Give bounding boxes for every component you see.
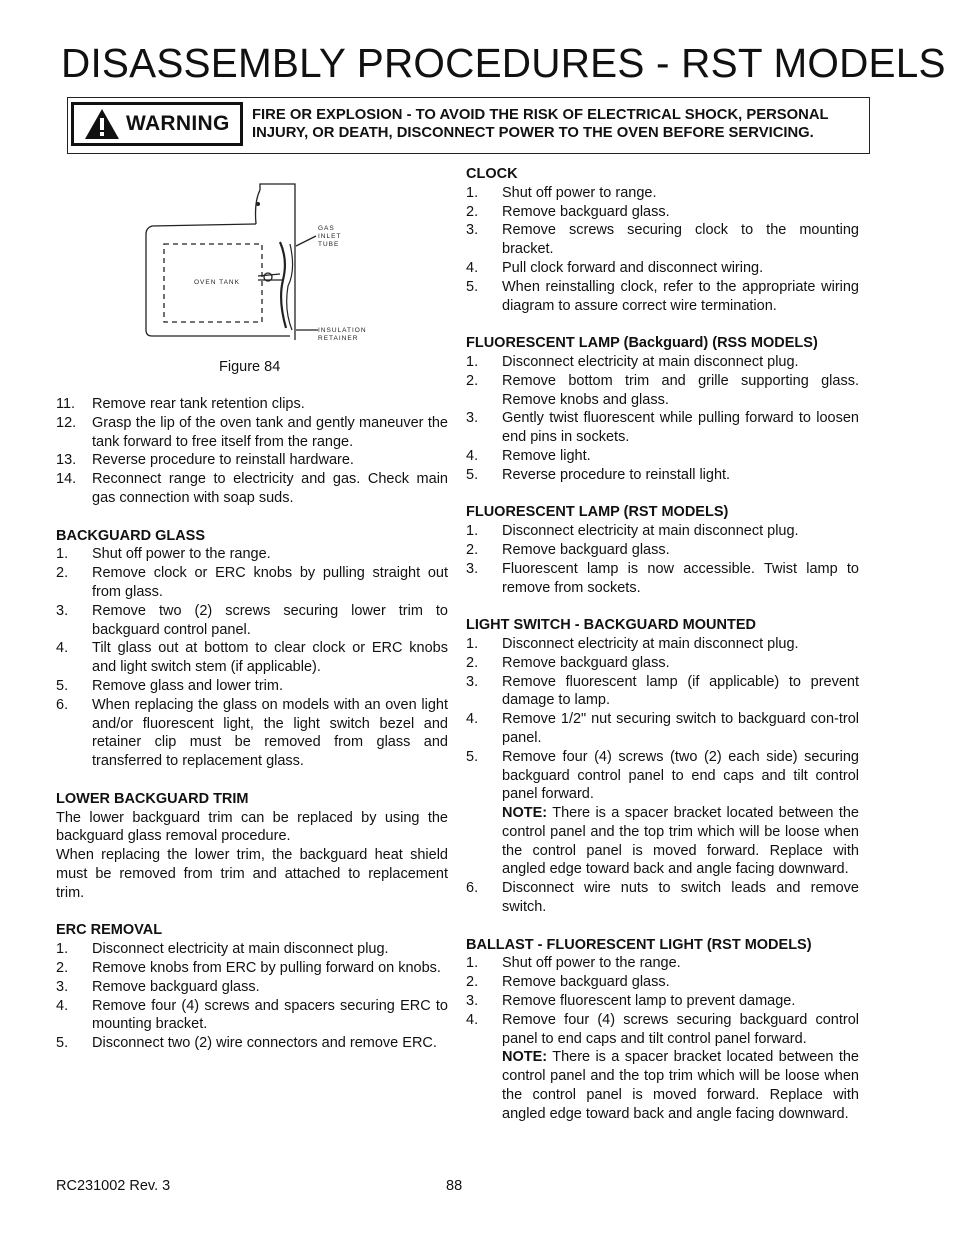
- step-item: [56, 470, 448, 508]
- step-note: [502, 804, 859, 879]
- step-text: Remove backguard glass.: [502, 203, 670, 220]
- label-retainer: RETAINER: [318, 335, 359, 342]
- step-item: [466, 466, 859, 485]
- warning-badge-label: WARNING: [126, 112, 230, 135]
- footer-doc-id: RC231002 Rev. 3: [56, 1178, 171, 1194]
- section-title-backguard-glass: BACKGUARD GLASS: [56, 527, 206, 544]
- step-number: 1.: [466, 353, 479, 370]
- step-text: Remove screws securing clock to the mounting bracket.: [502, 222, 859, 258]
- step-text: Remove four (4) screws and spacers securing ERC to mounting bracket.: [92, 997, 448, 1033]
- tank-steps: [56, 395, 448, 508]
- fluorescent-rss-steps: [466, 353, 859, 485]
- step-number: 4.: [466, 447, 479, 464]
- section-title-light-switch: LIGHT SWITCH - BACKGUARD MOUNTED: [466, 617, 756, 634]
- label-insulation: INSULATION: [318, 327, 367, 334]
- step-number: 13.: [56, 452, 77, 469]
- step-item: [466, 221, 859, 259]
- step-text: When reinstalling clock, refer to the appropriate wiring diagram to assure correct wire termination.: [502, 278, 859, 314]
- step-item: [56, 997, 448, 1035]
- step-text: Remove knobs from ERC by pulling forward on knobs.: [92, 959, 441, 976]
- step-number: 1.: [56, 546, 69, 563]
- step-text: Shut off power to the range.: [92, 546, 271, 563]
- step-item: [466, 635, 859, 654]
- step-number: 4.: [466, 259, 479, 276]
- section-title-ballast: BALLAST - FLUORESCENT LIGHT (RST MODELS): [466, 936, 812, 953]
- step-text: Remove fluorescent lamp (if applicable) to prevent damage to lamp.: [502, 673, 859, 709]
- label-inlet: INLET: [318, 233, 342, 240]
- step-item: [466, 278, 859, 316]
- step-item: [56, 639, 448, 677]
- step-text: Remove light.: [502, 447, 591, 464]
- note-text: There is a spacer bracket located between the control panel and the top trim which will be loose when the control panel is moved forward. Replace with angled edge toward back and angle facing downward.: [502, 1049, 859, 1122]
- step-item: [56, 696, 448, 771]
- erc-removal-steps: [56, 940, 448, 1053]
- step-number: 4.: [466, 711, 479, 728]
- warning-triangle-icon: [84, 108, 120, 140]
- step-item: [466, 560, 859, 598]
- warning-text: FIRE OR EXPLOSION - TO AVOID THE RISK OF ELECTRICAL SHOCK, PERSONAL INJURY, OR DEATH, DISCONNECT POWER TO THE OVEN BEFORE SERVICING.: [252, 107, 829, 141]
- step-item: [466, 673, 859, 711]
- step-number: 1.: [466, 955, 479, 972]
- section-title-fluorescent-rst: FLUORESCENT LAMP (RST MODELS): [466, 504, 729, 521]
- step-item: [466, 541, 859, 560]
- step-number: 1.: [466, 635, 479, 652]
- step-item: [466, 992, 859, 1011]
- fluorescent-rst-steps: [466, 522, 859, 597]
- step-number: 5.: [56, 677, 69, 694]
- step-number: 5.: [466, 278, 479, 295]
- backguard-glass-steps: [56, 545, 448, 771]
- step-item: [56, 414, 448, 452]
- footer-page-number: 88: [446, 1178, 463, 1194]
- label-gas: GAS: [318, 225, 335, 232]
- step-item: [56, 677, 448, 696]
- step-text: Disconnect electricity at main disconnect plug.: [502, 353, 799, 370]
- step-number: 2.: [466, 541, 479, 558]
- step-text: Remove backguard glass.: [502, 654, 670, 671]
- step-text: Remove 1/2" nut securing switch to backguard con-trol panel.: [502, 711, 859, 746]
- step-number: 3.: [466, 993, 479, 1010]
- note-label: NOTE:: [502, 805, 548, 822]
- note-text: There is a spacer bracket located between the control panel and the top trim which will be loose when the control panel is moved forward. Replace with angled edge toward back and angle facing downward.: [502, 805, 859, 878]
- step-number: 14.: [56, 471, 77, 488]
- step-number: 5.: [466, 466, 479, 483]
- left-column: [56, 395, 448, 1053]
- section-title-erc-removal: ERC REMOVAL: [56, 922, 163, 939]
- section-title-fluorescent-rss: FLUORESCENT LAMP (Backguard) (RSS MODELS): [466, 335, 818, 352]
- step-number: 4.: [56, 640, 69, 657]
- figure-caption: Figure 84: [219, 359, 281, 375]
- step-number: 2.: [56, 959, 69, 976]
- warning-badge: [71, 102, 243, 146]
- step-item: [56, 451, 448, 470]
- step-text: Pull clock forward and disconnect wiring.: [502, 259, 764, 276]
- step-item: [466, 1011, 859, 1124]
- step-item: [56, 959, 448, 978]
- step-text: Disconnect wire nuts to switch leads and remove switch.: [502, 880, 859, 916]
- step-number: 3.: [466, 410, 479, 427]
- step-note: [502, 1048, 859, 1123]
- step-number: 3.: [466, 560, 479, 577]
- step-item: [56, 545, 448, 564]
- warning-box: [67, 97, 870, 154]
- step-item: [56, 940, 448, 959]
- step-text: Shut off power to the range.: [502, 955, 681, 972]
- step-text: Disconnect electricity at main disconnect plug.: [502, 523, 799, 540]
- step-item: [466, 710, 859, 748]
- step-text: Disconnect electricity at main disconnect plug.: [92, 941, 389, 958]
- step-number: 5.: [56, 1035, 69, 1052]
- step-text: Remove glass and lower trim.: [92, 677, 283, 694]
- step-text: Remove bottom trim and grille supporting glass. Remove knobs and glass.: [502, 372, 859, 408]
- step-number: 12.: [56, 414, 77, 431]
- step-number: 6.: [56, 696, 69, 713]
- step-item: [466, 203, 859, 222]
- step-text: Disconnect two (2) wire connectors and remove ERC.: [92, 1035, 437, 1052]
- step-item: [466, 259, 859, 278]
- label-oven-tank: OVEN TANK: [194, 279, 240, 286]
- step-number: 5.: [466, 748, 479, 765]
- note-label: NOTE:: [502, 1049, 548, 1066]
- step-number: 2.: [466, 654, 479, 671]
- step-text: Reconnect range to electricity and gas. Check main gas connection with soap suds.: [92, 471, 448, 506]
- step-text: Remove clock or ERC knobs by pulling straight out from glass.: [92, 565, 448, 600]
- section-title-clock: CLOCK: [466, 166, 518, 182]
- step-text: Remove two (2) screws securing lower trim to backguard control panel.: [92, 602, 448, 638]
- section-title-lower-trim: LOWER BACKGUARD TRIM: [56, 790, 249, 807]
- step-text: Reverse procedure to reinstall hardware.: [92, 452, 354, 469]
- step-number: 3.: [466, 673, 479, 690]
- step-item: [466, 879, 859, 917]
- step-number: 1.: [56, 941, 69, 958]
- step-item: [466, 654, 859, 673]
- page-title: DISASSEMBLY PROCEDURES - RST MODELS: [61, 40, 946, 86]
- step-number: 3.: [56, 602, 69, 619]
- step-item: [56, 564, 448, 602]
- step-text: Remove backguard glass.: [92, 978, 260, 995]
- step-text: Grasp the lip of the oven tank and gently maneuver the tank forward to free itself from the range.: [92, 414, 448, 450]
- step-item: [56, 978, 448, 997]
- step-text: Remove four (4) screws securing backguard control panel to end caps and tilt control panel forward.: [502, 1011, 859, 1047]
- right-column: [466, 165, 859, 1124]
- step-text: Reverse procedure to reinstall light.: [502, 466, 731, 483]
- step-text: Shut off power to range.: [502, 184, 657, 201]
- step-item: [466, 954, 859, 973]
- step-item: [466, 522, 859, 541]
- light-switch-steps: [466, 635, 859, 917]
- step-number: 2.: [466, 203, 479, 220]
- step-text: Remove backguard glass.: [502, 541, 670, 558]
- step-number: 11.: [56, 396, 76, 412]
- step-text: Gently twist fluorescent while pulling forward to loosen end pins in sockets.: [502, 410, 859, 446]
- step-text: Tilt glass out at bottom to clear clock or ERC knobs and light switch stem (if applicable).: [92, 640, 448, 676]
- step-item: [466, 409, 859, 447]
- clock-steps: [466, 184, 859, 316]
- step-item: [466, 372, 859, 410]
- step-item: [466, 184, 859, 203]
- step-number: 3.: [466, 222, 479, 239]
- step-item: [466, 447, 859, 466]
- step-number: 2.: [56, 565, 69, 582]
- step-number: 4.: [466, 1011, 479, 1028]
- step-text: When replacing the glass on models with an oven light and/or fluorescent light, the light switch bezel and retainer clip must be removed from glass and transferred to replacement glass.: [92, 696, 448, 770]
- oven-tank-diagram: [140, 180, 370, 350]
- step-number: 2.: [466, 372, 479, 389]
- step-number: 3.: [56, 978, 69, 995]
- step-text: Remove rear tank retention clips.: [92, 396, 305, 412]
- lower-trim-para-2: When replacing the lower trim, the backguard heat shield must be removed from trim and attached to replacement trim.: [56, 847, 448, 901]
- step-item: [56, 602, 448, 640]
- step-text: Remove four (4) screws (two (2) each side) securing backguard control panel to end caps and tilt control panel forward.: [502, 748, 859, 803]
- step-text: Disconnect electricity at main disconnect plug.: [502, 635, 799, 652]
- step-text: Remove backguard glass.: [502, 974, 670, 991]
- step-item: [466, 748, 859, 880]
- step-number: 4.: [56, 997, 69, 1014]
- step-text: Remove fluorescent lamp to prevent damage.: [502, 993, 796, 1010]
- step-number: 1.: [466, 184, 479, 201]
- step-number: 2.: [466, 974, 479, 991]
- lower-trim-para-1: The lower backguard trim can be replaced by using the backguard glass removal procedure.: [56, 809, 448, 845]
- step-number: 6.: [466, 880, 479, 897]
- step-item: [466, 353, 859, 372]
- step-number: 1.: [466, 523, 479, 540]
- step-item: [466, 973, 859, 992]
- ballast-steps: [466, 954, 859, 1123]
- step-item: [56, 1034, 448, 1053]
- step-text: Fluorescent lamp is now accessible. Twist lamp to remove from sockets.: [502, 560, 859, 596]
- step-item: [56, 395, 448, 414]
- label-tube: TUBE: [318, 241, 340, 248]
